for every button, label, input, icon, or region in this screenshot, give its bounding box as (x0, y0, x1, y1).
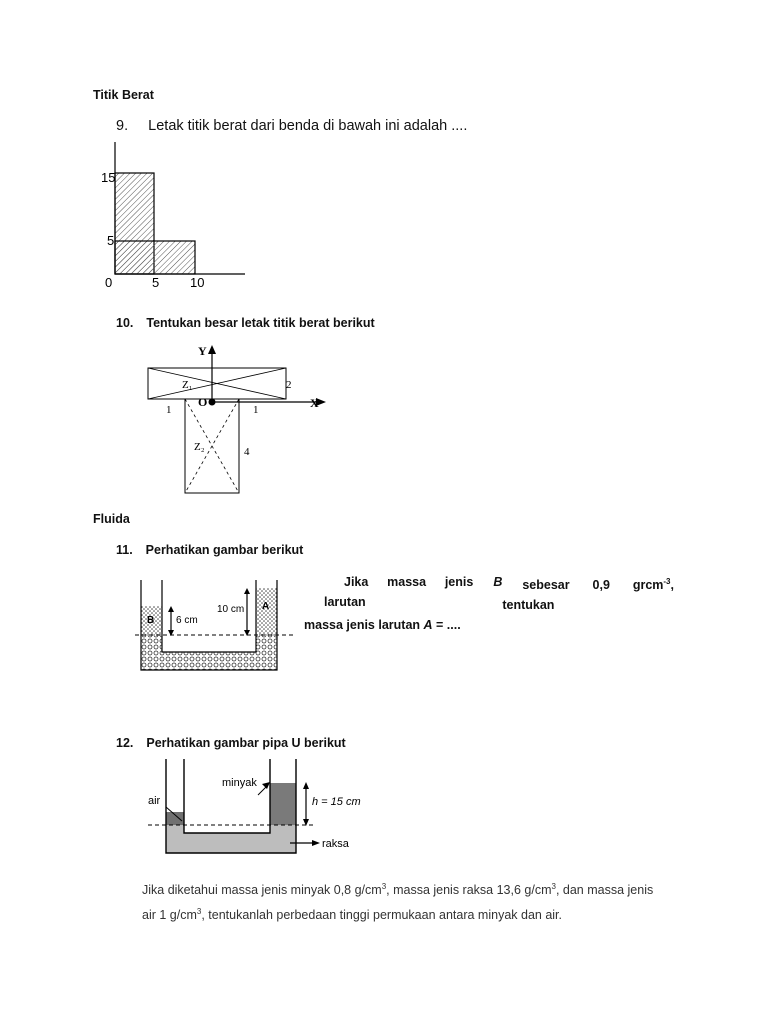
question-11-text: Perhatikan gambar berikut (145, 543, 304, 557)
oil-column (270, 783, 296, 825)
q12-caption-line-1: Jika diketahui massa jenis minyak 0,8 $g/cm^3$, massa jenis raksa 13,6 $g/cm^3$, dan massa jenis (142, 882, 654, 898)
dim-left: 1 (166, 404, 172, 416)
question-11 (116, 543, 303, 557)
q11-l1-a: Jika massa jenis larutan (324, 575, 474, 609)
q11-l2-b: A (423, 618, 433, 633)
label-air: air (148, 795, 161, 807)
question-12-number: 12. (116, 736, 134, 750)
label-raksa: raksa (322, 838, 349, 850)
q10-t-shape-diagram (140, 340, 340, 500)
y-tick-15: 15 (101, 170, 116, 185)
question-10 (116, 316, 375, 330)
q11-u-tube-diagram (135, 572, 295, 677)
q11-l1-c: sebesar 0,9 grcm$^{-3}$, tentukan (502, 577, 674, 613)
label-z1: Z₁ (182, 379, 193, 391)
x-tick-5: 5 (152, 275, 160, 290)
q12-caption-line-2: air 1 $g/cm^3$, tentukanlah perbedaan tinggi permukaan antara minyak dan air. (142, 907, 563, 923)
question-9-number: 9. (116, 118, 129, 134)
q11-line-2 (304, 615, 674, 635)
q12-caption (142, 876, 682, 926)
label-6cm: 6 cm (176, 615, 198, 626)
dim-top-right: 2 (286, 379, 292, 391)
x-tick-10: 10 (190, 275, 205, 290)
q11-l1-b: B (493, 575, 503, 589)
label-z2: Z₂ (194, 441, 205, 453)
label-h: h = 15 cm (312, 796, 361, 808)
dim-right: 1 (253, 404, 259, 416)
label-a: A (262, 601, 270, 612)
wide-rectangle (115, 241, 195, 274)
x-tick-0: 0 (105, 275, 113, 290)
y-tick-5: 5 (107, 233, 115, 248)
question-12 (116, 736, 346, 750)
section-heading-titik-berat: Titik Berat (93, 88, 154, 102)
question-11-number: 11. (116, 543, 133, 557)
q11-paragraph (304, 572, 674, 635)
q11-l2-a: massa jenis larutan (304, 618, 421, 633)
question-10-number: 10. (116, 316, 134, 330)
dim-stem: 4 (244, 446, 250, 458)
question-9 (116, 118, 467, 134)
q9-lshape-diagram (95, 140, 255, 295)
label-origin: O (198, 395, 208, 409)
q11-line-1 (304, 572, 674, 615)
label-minyak: minyak (222, 777, 257, 789)
question-9-text: Letak titik berat dari benda di bawah ini adalah .... (148, 118, 468, 134)
section-heading-fluida: Fluida (93, 512, 130, 526)
label-10cm: 10 cm (217, 604, 245, 615)
label-b: B (147, 615, 155, 626)
question-10-text: Tentukan besar letak titik berat berikut (146, 316, 375, 330)
origin-dot (209, 399, 216, 406)
question-12-text: Perhatikan gambar pipa U berikut (146, 736, 346, 750)
q12-u-tube-diagram (140, 755, 380, 860)
label-x: X (310, 396, 319, 410)
label-y: Y (198, 344, 207, 358)
q11-l2-c: = .... (436, 618, 461, 633)
water-column (166, 812, 184, 825)
